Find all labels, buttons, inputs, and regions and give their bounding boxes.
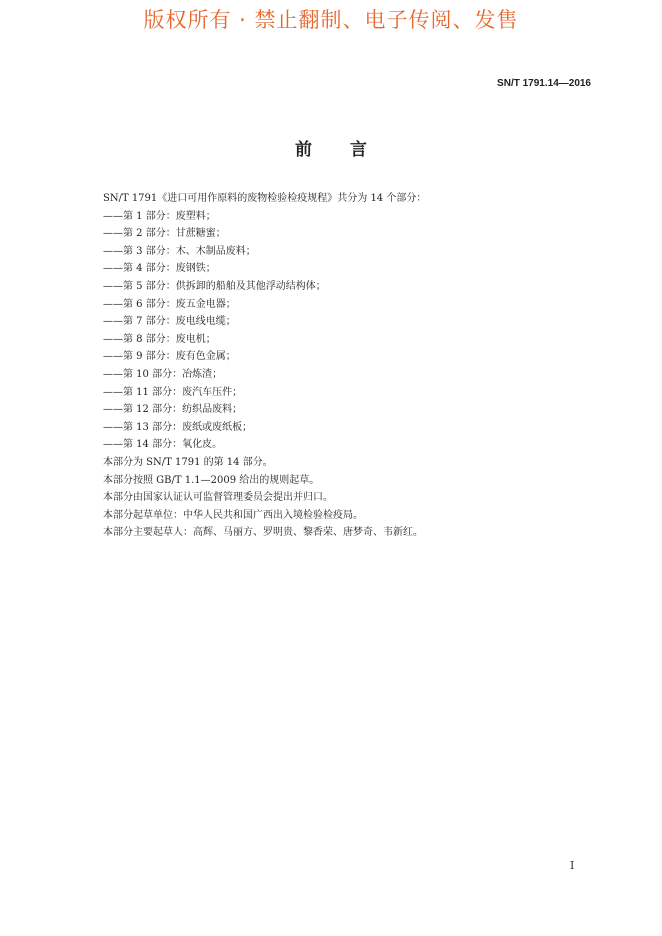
statement-paragraph: 本部分主要起草人：高辉、马丽方、罗明贵、黎香荣、唐梦奇、韦新红。	[103, 527, 423, 539]
part-list-item: ——第 10 部分：冶炼渣；	[103, 368, 223, 380]
part-list-item: ——第 12 部分：纺织品废料；	[103, 404, 243, 416]
part-list-item: ——第 7 部分：废电线电缆；	[103, 316, 236, 328]
part-list-item: ——第 11 部分：废汽车压件；	[103, 386, 243, 398]
part-list-item: ——第 13 部分：废纸或废纸板；	[103, 421, 253, 433]
statement-paragraph: 本部分按照 GB/T 1.1—2009 给出的规则起草。	[103, 474, 320, 486]
copyright-watermark: 版权所有 · 禁止翻制、电子传阅、发售	[143, 8, 519, 32]
part-list-item: ——第 1 部分：废塑料；	[103, 210, 216, 222]
page-number: I	[570, 859, 575, 872]
statement-paragraph: 本部分为 SN/T 1791 的第 14 部分。	[103, 456, 273, 468]
part-list-item: ——第 5 部分：供拆卸的船舶及其他浮动结构体；	[103, 280, 326, 292]
part-list-item: ——第 4 部分：废钢铁；	[103, 263, 216, 275]
statement-paragraph: 本部分由国家认证认可监督管理委员会提出并归口。	[103, 492, 333, 504]
part-list-item: ——第 14 部分：氧化皮。	[103, 439, 223, 451]
part-list-item: ——第 3 部分：木、木制品废料；	[103, 245, 256, 257]
part-list-item: ——第 9 部分：废有色金属；	[103, 351, 236, 363]
page-title: 前言	[295, 140, 405, 160]
part-list-item: ——第 6 部分：废五金电器；	[103, 298, 236, 310]
part-list-item: ——第 2 部分：甘蔗糖蜜；	[103, 228, 226, 240]
part-list-item: ——第 8 部分：废电机；	[103, 333, 216, 345]
standard-code: SN/T 1791.14—2016	[497, 78, 591, 89]
statement-paragraph: 本部分起草单位：中华人民共和国广西出入境检验检疫局。	[103, 509, 363, 521]
foreword-body	[103, 190, 593, 542]
intro-paragraph: SN/T 1791《进口可用作原料的废物检验检疫规程》共分为 14 个部分：	[103, 193, 427, 204]
